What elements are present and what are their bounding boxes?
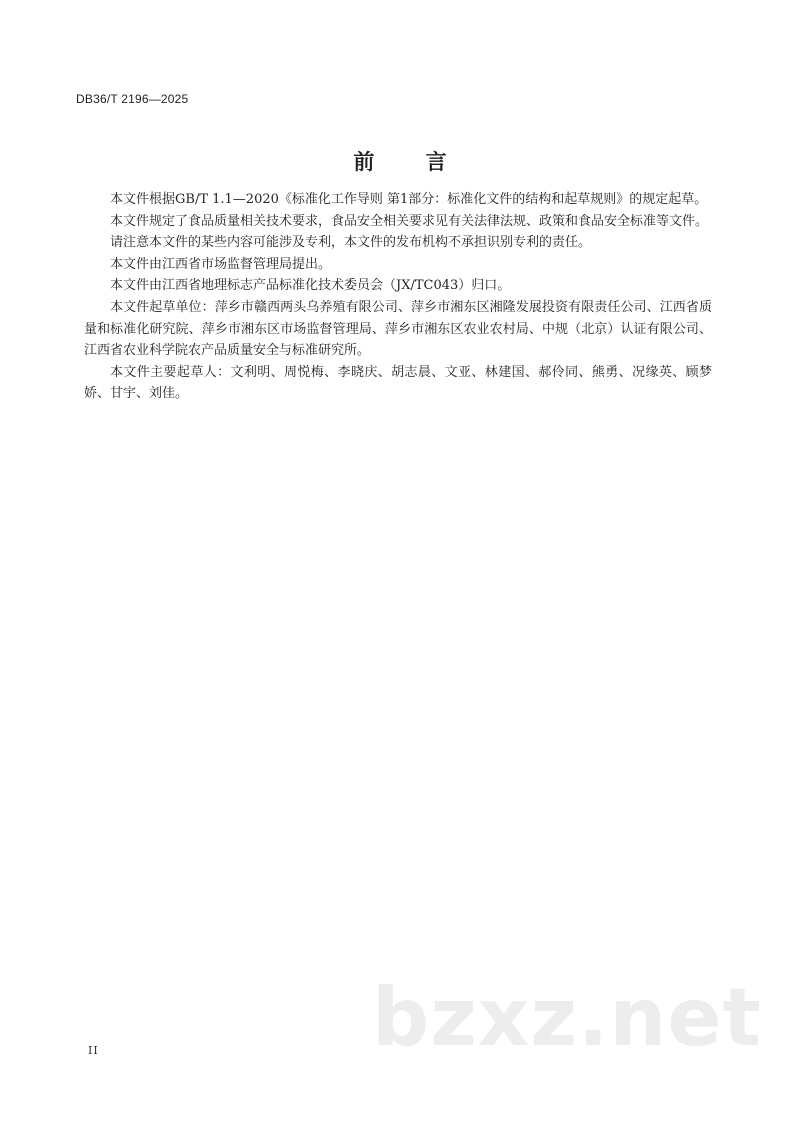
foreword-body	[84, 189, 712, 405]
paragraph-patent-notice: 请注意本文件的某些内容可能涉及专利，本文件的发布机构不承担识别专利的责任。	[110, 235, 592, 251]
standard-code: DB36/T 2196—2025	[76, 92, 189, 106]
paragraph-drafters: 本文件主要起草人：文利明、周悦梅、李晓庆、胡志晨、文亚、林建国、郝伶同、熊勇、况缘英、顾梦娇、甘宇、刘佳。	[84, 364, 712, 402]
page-number: II	[88, 1044, 99, 1057]
watermark-logo: bzxz.net	[372, 971, 762, 1064]
paragraph-committee: 本文件由江西省地理标志产品标准化技术委员会（JX/TC043）归口。	[110, 278, 511, 294]
paragraph-drafting-units: 本文件起草单位：萍乡市赣西两头乌养殖有限公司、萍乡市湘东区湘隆发展投资有限责任公司、江西省质量和标准化研究院、萍乡市湘东区市场监督管理局、萍乡市湘东区农业农村局、中规（北京）认证有限公司、江西省农业科学院农产品质量安全与标准研究所。	[84, 299, 712, 359]
page-title: 前 言	[353, 150, 469, 174]
paragraph-proposer: 本文件由江西省市场监督管理局提出。	[110, 256, 332, 272]
paragraph-scope: 本文件规定了食品质量相关技术要求，食品安全相关要求见有关法律法规、政策和食品安全标准等文件。	[110, 213, 709, 229]
paragraph-basis: 本文件根据GB/T 1.1—2020《标准化工作导则 第1部分：标准化文件的结构和起草规则》的规定起草。	[110, 192, 708, 207]
